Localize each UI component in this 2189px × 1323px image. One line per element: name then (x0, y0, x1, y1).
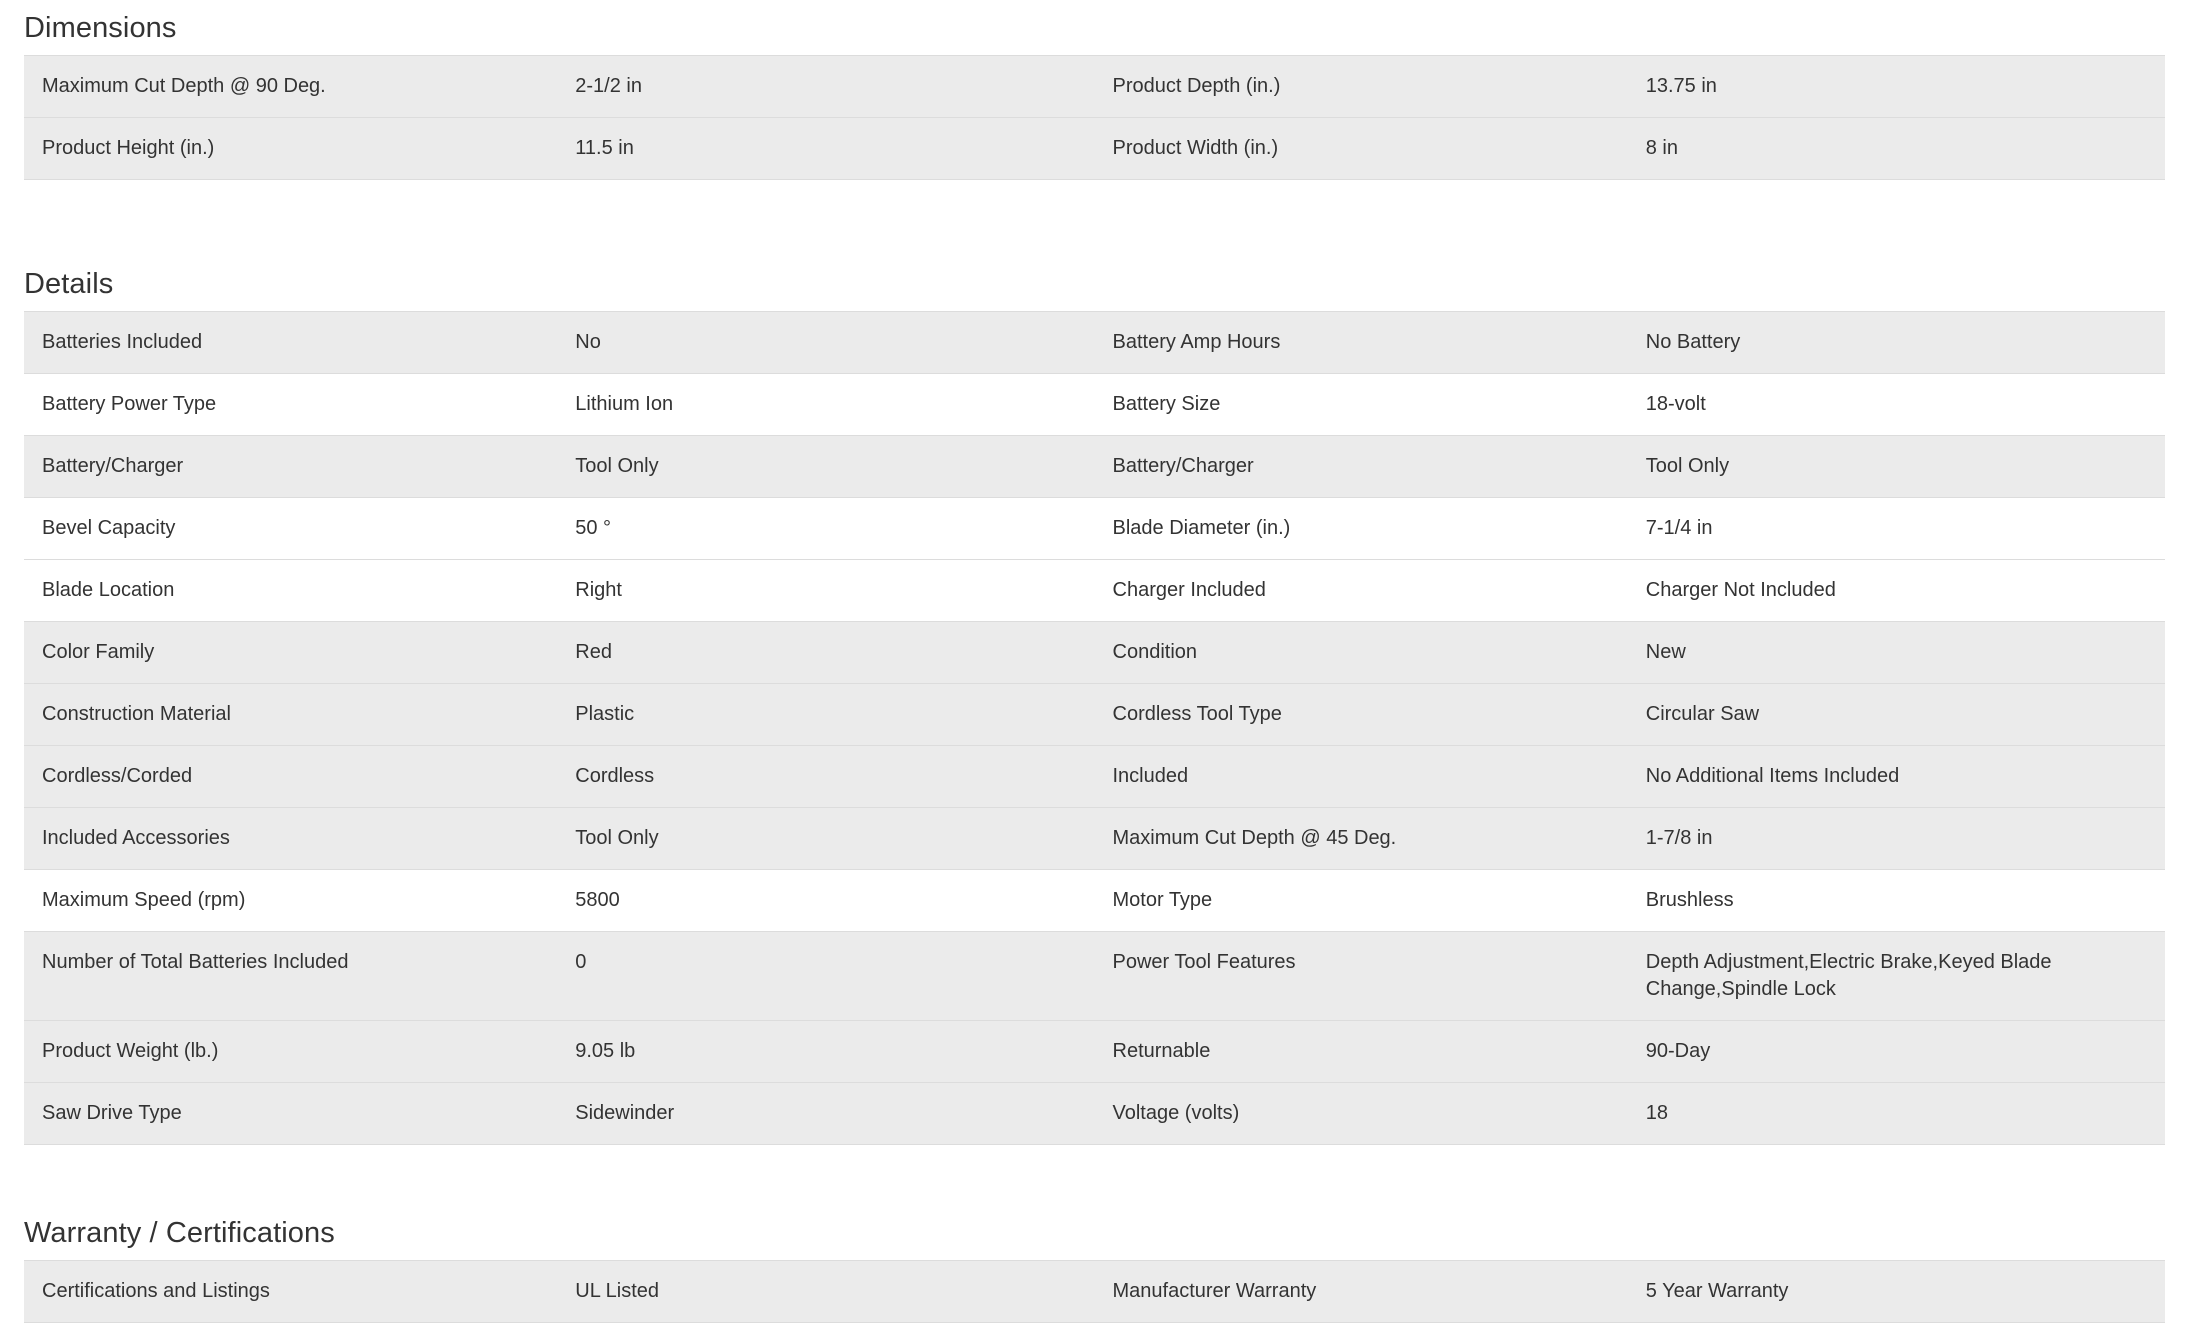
spec-label: Product Width (in.) (1095, 118, 1630, 180)
spec-label: Condition (1095, 622, 1630, 684)
section-spacer (24, 180, 2165, 268)
table-row (24, 498, 2165, 560)
section-warranty-certifications (24, 1217, 2165, 1323)
spec-label: Included (1095, 746, 1630, 808)
table-row (24, 312, 2165, 374)
spec-value: 90-Day (1630, 1021, 2165, 1083)
spec-value: 5 Year Warranty (1630, 1261, 2165, 1323)
spec-value: No (559, 312, 1094, 374)
spec-label: Construction Material (24, 684, 559, 746)
spec-label: Number of Total Batteries Included (24, 932, 559, 1021)
table-row (24, 56, 2165, 118)
spec-value: Tool Only (559, 808, 1094, 870)
table-row (24, 808, 2165, 870)
spec-value: 5800 (559, 870, 1094, 932)
spec-value: Tool Only (1630, 436, 2165, 498)
spec-value: Right (559, 560, 1094, 622)
warranty-table (24, 1260, 2165, 1323)
spec-label: Color Family (24, 622, 559, 684)
spec-value: 18 (1630, 1083, 2165, 1145)
spec-value: No Battery (1630, 312, 2165, 374)
spec-value: 1-7/8 in (1630, 808, 2165, 870)
section-spacer (24, 1145, 2165, 1217)
spec-label: Battery Size (1095, 374, 1630, 436)
table-row (24, 684, 2165, 746)
spec-value: Tool Only (559, 436, 1094, 498)
spec-label: Manufacturer Warranty (1095, 1261, 1630, 1323)
section-details (24, 268, 2165, 1145)
spec-label: Included Accessories (24, 808, 559, 870)
spec-value: 9.05 lb (559, 1021, 1094, 1083)
dimensions-table (24, 55, 2165, 180)
spec-value: Sidewinder (559, 1083, 1094, 1145)
spec-label: Product Height (in.) (24, 118, 559, 180)
table-row (24, 436, 2165, 498)
spec-label: Maximum Cut Depth @ 45 Deg. (1095, 808, 1630, 870)
spec-value: Charger Not Included (1630, 560, 2165, 622)
table-row (24, 374, 2165, 436)
spec-value: No Additional Items Included (1630, 746, 2165, 808)
section-title-warranty: Warranty / Certifications (24, 1217, 335, 1249)
spec-label: Bevel Capacity (24, 498, 559, 560)
spec-label: Maximum Cut Depth @ 90 Deg. (24, 56, 559, 118)
spec-label: Cordless Tool Type (1095, 684, 1630, 746)
spec-label: Certifications and Listings (24, 1261, 559, 1323)
table-row (24, 746, 2165, 808)
spec-value: 8 in (1630, 118, 2165, 180)
spec-label: Battery Amp Hours (1095, 312, 1630, 374)
spec-label: Cordless/Corded (24, 746, 559, 808)
spec-value: Plastic (559, 684, 1094, 746)
table-row (24, 118, 2165, 180)
spec-label: Power Tool Features (1095, 932, 1630, 1021)
table-row (24, 560, 2165, 622)
spec-label: Blade Location (24, 560, 559, 622)
spec-label: Voltage (volts) (1095, 1083, 1630, 1145)
spec-value: Brushless (1630, 870, 2165, 932)
spec-value: Red (559, 622, 1094, 684)
spec-value: Circular Saw (1630, 684, 2165, 746)
spec-value: UL Listed (559, 1261, 1094, 1323)
spec-label: Product Depth (in.) (1095, 56, 1630, 118)
spec-value: 0 (559, 932, 1094, 1021)
spec-label: Battery Power Type (24, 374, 559, 436)
spec-label: Returnable (1095, 1021, 1630, 1083)
spec-value: New (1630, 622, 2165, 684)
spec-label: Battery/Charger (24, 436, 559, 498)
spec-label: Batteries Included (24, 312, 559, 374)
spec-label: Blade Diameter (in.) (1095, 498, 1630, 560)
section-title-dimensions: Dimensions (24, 12, 177, 44)
spec-value: 18-volt (1630, 374, 2165, 436)
table-row (24, 1261, 2165, 1323)
table-row (24, 622, 2165, 684)
spec-value: 7-1/4 in (1630, 498, 2165, 560)
spec-value: 11.5 in (559, 118, 1094, 180)
section-title-details: Details (24, 268, 114, 300)
table-row (24, 1083, 2165, 1145)
spec-label: Charger Included (1095, 560, 1630, 622)
spec-value: Lithium Ion (559, 374, 1094, 436)
spec-label: Battery/Charger (1095, 436, 1630, 498)
section-dimensions (24, 0, 2165, 180)
spec-value: 2-1/2 in (559, 56, 1094, 118)
spec-label: Saw Drive Type (24, 1083, 559, 1145)
spec-label: Product Weight (lb.) (24, 1021, 559, 1083)
spec-label: Maximum Speed (rpm) (24, 870, 559, 932)
spec-value: 13.75 in (1630, 56, 2165, 118)
spec-label: Motor Type (1095, 870, 1630, 932)
spec-value: 50 ° (559, 498, 1094, 560)
table-row (24, 1021, 2165, 1083)
table-row (24, 870, 2165, 932)
spec-value: Depth Adjustment,Electric Brake,Keyed Blade Change,Spindle Lock (1630, 932, 2165, 1021)
details-table (24, 311, 2165, 1145)
spec-value: Cordless (559, 746, 1094, 808)
table-row (24, 932, 2165, 1021)
